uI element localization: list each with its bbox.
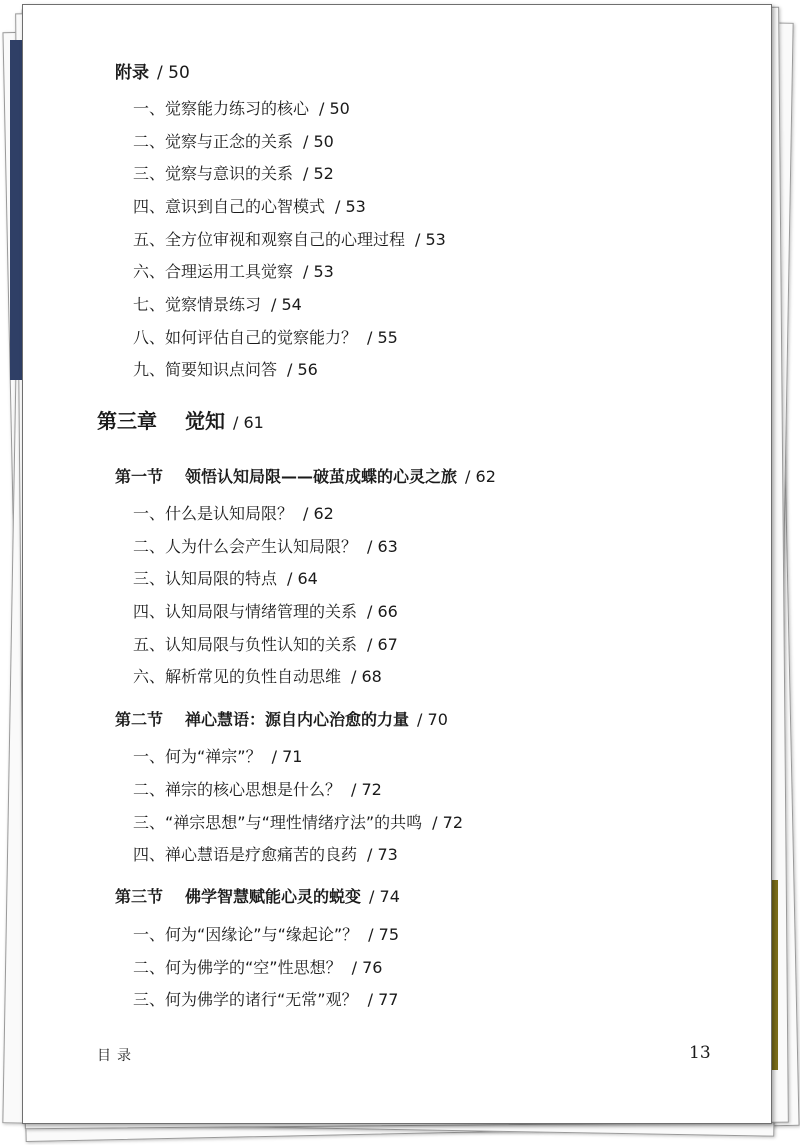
entry-title: 五、全方位审视和观察自己的心理过程 xyxy=(133,230,406,249)
entry-title: 二、人为什么会产生认知局限？ xyxy=(133,537,358,556)
toc-entry xyxy=(133,197,366,217)
section-title: 禅心慧语：源自内心治愈的力量 xyxy=(185,710,410,729)
entry-page: / 68 xyxy=(351,667,382,686)
entry-title: 五、认知局限与负性认知的关系 xyxy=(133,635,358,654)
appendix-title: 附录 xyxy=(115,63,149,83)
toc-entry xyxy=(133,569,318,589)
entry-title: 二、何为佛学的“空”性思想？ xyxy=(133,958,342,977)
toc-entry xyxy=(133,132,334,152)
entry-page: / 63 xyxy=(367,537,398,556)
toc-entry xyxy=(133,813,463,833)
entry-title: 九、简要知识点问答 xyxy=(133,360,278,379)
toc-entry xyxy=(133,845,398,865)
toc-entry xyxy=(133,602,398,622)
section-page: / 70 xyxy=(417,710,448,729)
chapter-page: / 61 xyxy=(233,413,264,432)
entry-title: 二、觉察与正念的关系 xyxy=(133,132,294,151)
appendix-heading xyxy=(115,63,190,83)
book-cover-edge xyxy=(10,40,22,380)
entry-title: 八、如何评估自己的觉察能力？ xyxy=(133,328,358,347)
entry-page: / 71 xyxy=(271,747,303,766)
entry-title: 六、解析常见的负性自动思维 xyxy=(133,667,342,686)
toc-entry xyxy=(133,230,446,250)
toc-entry xyxy=(133,295,302,315)
entry-title: 二、禅宗的核心思想是什么？ xyxy=(133,780,342,799)
entry-page: / 50 xyxy=(319,99,350,118)
entry-page: / 54 xyxy=(271,295,302,314)
entry-page: / 50 xyxy=(303,132,334,151)
section-page: / 62 xyxy=(465,467,496,486)
toc-entry xyxy=(133,99,350,119)
entry-title: 三、认知局限的特点 xyxy=(133,569,278,588)
chapter-title: 觉知 xyxy=(185,409,225,433)
toc-page xyxy=(22,4,772,1124)
entry-page: / 52 xyxy=(303,164,334,183)
entry-title: 六、合理运用工具觉察 xyxy=(133,262,294,281)
toc-entry xyxy=(133,164,334,184)
entry-title: 三、觉察与意识的关系 xyxy=(133,164,294,183)
toc-entry xyxy=(133,360,318,380)
entry-page: / 62 xyxy=(303,504,334,523)
toc-entry xyxy=(133,635,398,655)
chapter-heading xyxy=(97,409,264,435)
toc-entry xyxy=(133,958,382,978)
section-title: 佛学智慧赋能心灵的蜕变 xyxy=(185,887,362,906)
entry-title: 一、觉察能力练习的核心 xyxy=(133,99,310,118)
toc-entry xyxy=(133,990,398,1010)
entry-title: 七、觉察情景练习 xyxy=(133,295,262,314)
entry-page: / 53 xyxy=(303,262,334,281)
section-title: 领悟认知局限——破茧成蝶的心灵之旅 xyxy=(185,467,458,486)
section-number: 第三节 xyxy=(115,887,164,906)
entry-page: / 53 xyxy=(415,230,446,249)
section-heading xyxy=(115,887,400,907)
section-page: / 74 xyxy=(369,887,400,906)
entry-title: 三、何为佛学的诸行“无常”观？ xyxy=(133,990,358,1009)
entry-page: / 66 xyxy=(367,602,398,621)
entry-page: / 55 xyxy=(367,328,398,347)
entry-page: / 76 xyxy=(351,958,383,977)
toc-entry xyxy=(133,328,398,348)
section-heading xyxy=(115,710,448,730)
chapter-number: 第三章 xyxy=(97,409,157,433)
toc-entry xyxy=(133,747,302,767)
entry-page: / 64 xyxy=(287,569,318,588)
toc-entry xyxy=(133,925,399,945)
entry-page: / 72 xyxy=(351,780,382,799)
page-number: 13 xyxy=(689,1043,711,1063)
entry-page: / 73 xyxy=(367,845,398,864)
entry-page: / 56 xyxy=(287,360,318,379)
toc-entry xyxy=(133,667,382,687)
entry-title: 四、禅心慧语是疗愈痛苦的良药 xyxy=(133,845,358,864)
entry-title: 三、“禅宗思想”与“理性情绪疗法”的共鸣 xyxy=(133,813,423,832)
entry-page: / 67 xyxy=(367,635,398,654)
section-number: 第一节 xyxy=(115,467,164,486)
toc-entry xyxy=(133,537,398,557)
entry-page: / 75 xyxy=(368,925,400,944)
entry-page: / 53 xyxy=(335,197,366,216)
toc-entry xyxy=(133,262,334,282)
toc-entry xyxy=(133,504,334,524)
footer-label: 目录 xyxy=(97,1048,137,1064)
toc-entry xyxy=(133,780,382,800)
section-heading xyxy=(115,467,496,487)
entry-title: 一、何为“因缘论”与“缘起论”？ xyxy=(133,925,359,944)
entry-title: 一、何为“禅宗”？ xyxy=(133,747,262,766)
entry-title: 一、什么是认知局限？ xyxy=(133,504,294,523)
section-number: 第二节 xyxy=(115,710,164,729)
entry-page: / 72 xyxy=(432,813,464,832)
entry-title: 四、意识到自己的心智模式 xyxy=(133,197,326,216)
entry-title: 四、认知局限与情绪管理的关系 xyxy=(133,602,358,621)
appendix-page: / 50 xyxy=(157,63,190,83)
entry-page: / 77 xyxy=(367,990,399,1009)
